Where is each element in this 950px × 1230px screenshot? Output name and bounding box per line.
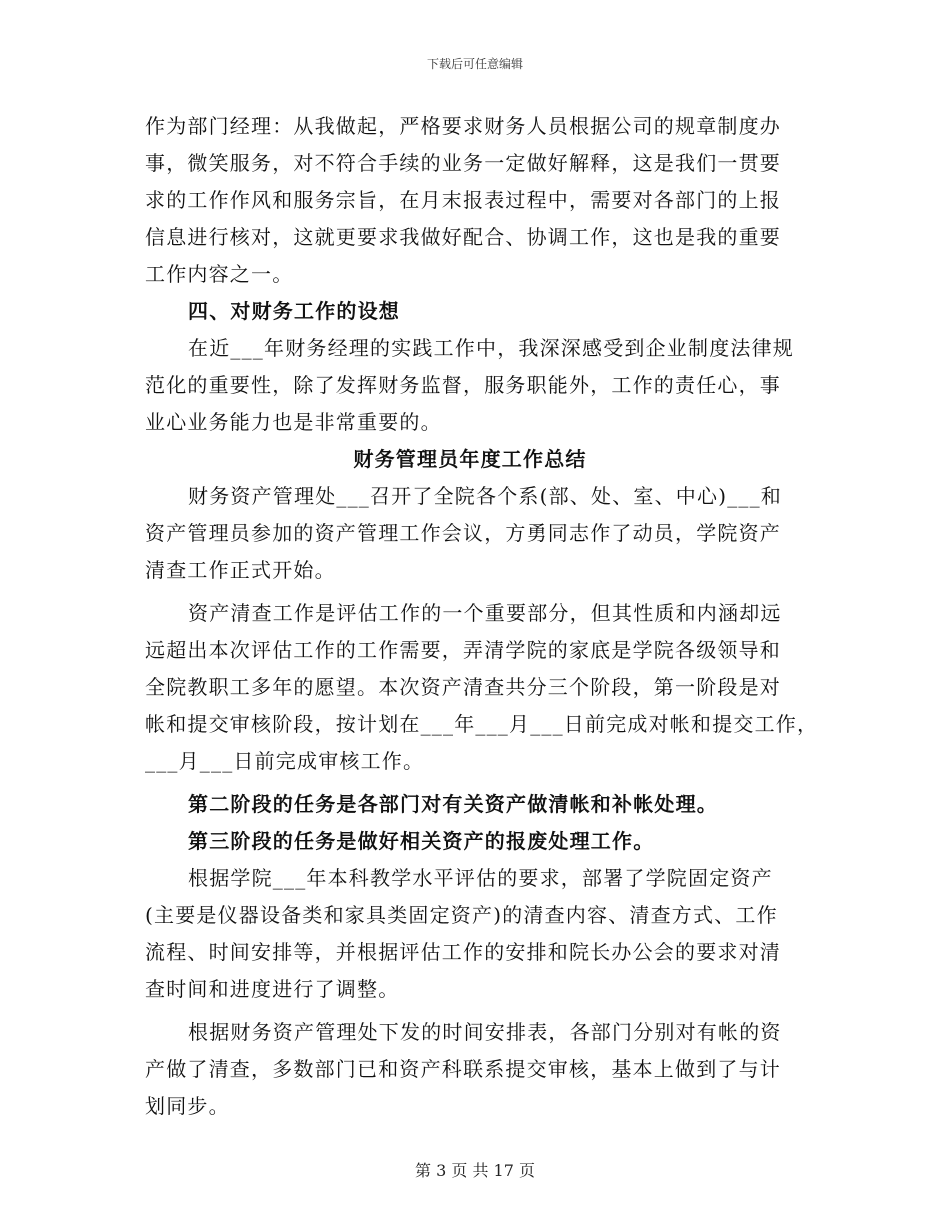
paragraph-line: 求的工作作风和服务宗旨，在月末报表过程中，需要对各部门的上报	[145, 188, 781, 212]
document-body	[145, 108, 819, 1125]
paragraph-line: 产做了清查，多数部门已和资产科联系提交审核，基本上做到了与计	[145, 1057, 781, 1081]
paragraph-line: 流程、时间安排等，并根据评估工作的安排和院长办公会的要求对清	[145, 940, 781, 964]
paragraph-line: (主要是仪器设备类和家具类固定资产)的清查内容、清查方式、工作	[145, 903, 778, 927]
section-heading: 四、对财务工作的设想	[188, 299, 400, 323]
stage-two-paragraph: 第二阶段的任务是各部门对有关资产做清帐和补帐处理。	[188, 792, 718, 816]
stage-three-paragraph: 第三阶段的任务是做好相关资产的报废处理工作。	[188, 829, 655, 853]
paragraph-line: 清查工作正式开始。	[145, 558, 336, 582]
paragraph-line: 根据财务资产管理处下发的时间安排表，各部门分别对有帐的资	[188, 1020, 782, 1044]
paragraph-line: 在近___年财务经理的实践工作中，我深深感受到企业制度法律规	[188, 336, 794, 360]
paragraph-line: 范化的重要性，除了发挥财务监督，服务职能外，工作的责任心，事	[145, 373, 781, 397]
paragraph-line: ___月___日前完成审核工作。	[145, 749, 425, 773]
page-footer: 第 3 页 共 17 页	[415, 1161, 535, 1180]
paragraph-line: 根据学院___年本科教学水平评估的要求，部署了学院固定资产	[188, 866, 773, 890]
paragraph-line: 资产管理员参加的资产管理工作会议，方勇同志作了动员，学院资产	[145, 521, 781, 545]
page-header: 下载后可任意编辑	[426, 57, 523, 71]
paragraph-line: 帐和提交审核阶段，按计划在___年___月___日前完成对帐和提交工作，	[145, 712, 819, 736]
paragraph-line: 资产清查工作是评估工作的一个重要部分，但其性质和内涵却远	[188, 601, 782, 625]
paragraph-line: 查时间和进度进行了调整。	[145, 977, 400, 1001]
paragraph-line: 全院教职工多年的愿望。本次资产清查共分三个阶段，第一阶段是对	[145, 675, 781, 699]
paragraph-line: 工作内容之一。	[145, 262, 294, 286]
paragraph-line: 事，微笑服务，对不符合手续的业务一定做好解释，这是我们一贯要	[145, 151, 781, 175]
paragraph-line: 划同步。	[145, 1094, 230, 1118]
paragraph-line: 作为部门经理：从我做起，严格要求财务人员根据公司的规章制度办	[145, 114, 781, 138]
paragraph-line: 财务资产管理处___召开了全院各个系(部、处、室、中心)___和	[188, 484, 783, 508]
paragraph-line: 业心业务能力也是非常重要的。	[145, 410, 442, 434]
document-title: 财务管理员年度工作总结	[353, 447, 587, 471]
paragraph-line: 信息进行核对，这就更要求我做好配合、协调工作，这也是我的重要	[145, 225, 781, 249]
paragraph-line: 远超出本次评估工作的工作需要，弄清学院的家底是学院各级领导和	[145, 638, 781, 662]
